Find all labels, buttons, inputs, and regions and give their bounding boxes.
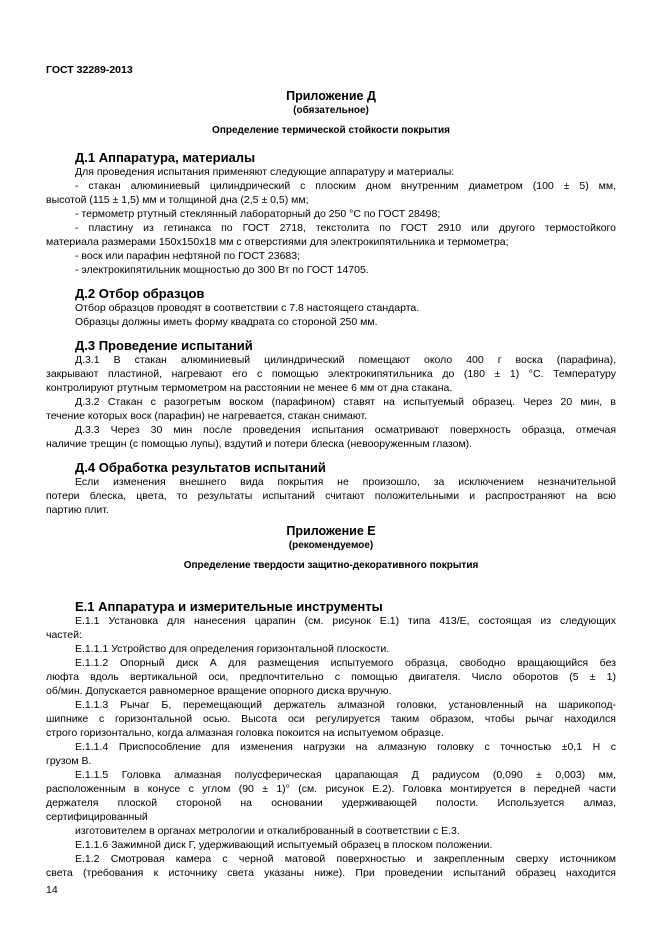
appendix-e-title: Приложение Е [286, 524, 376, 538]
text-line: наличие трещин (с помощью лупы), вздутий и потери блеска (невооруженным глазом). [46, 438, 473, 450]
text-line: изготовителем в органах метрологии и откалиброванный в соответствии с Е.3. [75, 825, 460, 837]
text-line: - пластину из гетинакса по ГОСТ 2718, текстолита по ГОСТ 2910 или другого термостойкого [75, 222, 616, 234]
text-line: Е.1.1.5 Головка алмазная полусферическая царапающая Д радиусом (0,090 ± 0,003) мм, [75, 769, 616, 781]
text-line: Отбор образцов проводят в соответствии с 7.8 настоящего стандарта. [75, 302, 420, 314]
section-d3-heading: Д.3 Проведение испытаний [75, 338, 253, 353]
appendix-e-subject: Определение твердости защитно-декоративного покрытия [183, 560, 479, 571]
appendix-d-subject: Определение термической стойкости покрытия [212, 125, 450, 136]
text-line: - стакан алюминиевый цилиндрический с плоским дном внутренним диаметром (100 ± 5) мм, [75, 180, 616, 192]
text-line: частей: [46, 629, 82, 641]
text-line: Е.1.1.4 Приспособление для изменения нагрузки на алмазную головку с точностью ±0,1 Н с [75, 741, 616, 753]
text-line: Д.3.3 Через 30 мин после проведения испытания осматривают поверхность образца, отмечая [75, 424, 616, 436]
text-line: закрывают пластиной, нагревают его с помощью электрокипятильника до (180 ± 1) °С. Температуру [46, 368, 616, 380]
text-line: Е.1.1.2 Опорный диск А для размещения испытуемого образца, свободно вращающийся без [75, 657, 616, 669]
section-d4-heading: Д.4 Обработка результатов испытаний [75, 460, 326, 475]
text-line: Е.1.1.3 Рычаг Б, перемещающий держатель алмазной головки, установленный на шарикопод- [75, 699, 616, 711]
text-line: - термометр ртутный стеклянный лабораторный до 250 °С по ГОСТ 28498; [75, 208, 441, 220]
text-line: держателя плоской стороной на основании удерживающей полости. Используется алмаз, [46, 797, 616, 809]
text-line: Для проведения испытания применяют следующие аппаратуру и материалы: [75, 166, 455, 178]
section-d1-heading: Д.1 Аппаратура, материалы [75, 150, 256, 165]
text-line: Е.1.1.6 Зажимной диск Г, удерживающий испытуемый образец в плоском положении. [75, 839, 493, 851]
section-d2-heading: Д.2 Отбор образцов [75, 286, 205, 301]
page-number: 14 [46, 884, 58, 896]
text-line: строго горизонтально, когда алмазная головка покоится на испытуемом образце. [46, 727, 444, 739]
text-line: Образцы должны иметь форму квадрата со стороной 250 мм. [75, 316, 378, 328]
text-line: сертифицированный [46, 811, 148, 823]
appendix-d-title: Приложение Д [286, 89, 376, 103]
text-line: Д.3.2 Стакан с разогретым воском (парафином) ставят на испытуемый образец. Через 20 мин, в [75, 396, 616, 408]
text-line: Если изменения внешнего вида покрытия не произошло, за исключением незначительной [75, 476, 616, 488]
text-line: Е.1.1.1 Устройство для определения горизонтальной плоскости. [75, 643, 390, 655]
document-header: ГОСТ 32289-2013 [46, 64, 133, 76]
text-line: грузом В. [46, 755, 92, 767]
text-line: расположенным в конусе с углом (90 ± 1)° (см. рисунок Е.2). Головка монтируется в передней части [46, 783, 616, 795]
text-line: Д.3.1 В стакан алюминиевый цилиндрический помещают около 400 г воска (парафина), [75, 354, 616, 366]
text-line: - воск или парафин нефтяной по ГОСТ 23683; [75, 250, 301, 262]
appendix-d-status: (обязательное) [293, 105, 369, 116]
text-line: партию плит. [46, 504, 109, 516]
text-line: Е.1.1 Установка для нанесения царапин (см. рисунок Е.1) типа 413/Е, состоящая из следующих [75, 615, 616, 627]
text-line: контролируют ртутным термометром на расстоянии не менее 6 мм от дна стакана. [46, 382, 453, 394]
text-line: Е.1.2 Смотровая камера с черной матовой поверхностью и закрепленным сверху источником [75, 853, 616, 865]
text-line: материала размерами 150х150х18 мм с отверстиями для электрокипятильника и термометра; [46, 236, 509, 248]
section-e1-heading: Е.1 Аппаратура и измерительные инструменты [75, 599, 383, 614]
text-line: течение которых воск (парафин) не нагревается, стакан снимают. [46, 410, 368, 422]
text-line: люфта вдоль вертикальной оси, предпочтительно с помощью двигателя. Число оборотов (5 ± 1) [46, 671, 616, 683]
text-line: - электрокипятильник мощностью до 300 Вт по ГОСТ 14705. [75, 264, 369, 276]
appendix-e-status: (рекомендуемое) [288, 540, 374, 551]
text-line: потери блеска, цвета, то результаты испытаний считают положительными и распространяют на всю [46, 490, 616, 502]
text-line: света (требования к источнику света указаны ниже). При проведении испытаний образец находится [46, 867, 616, 879]
text-line: высотой (115 ± 1,5) мм и толщиной дна (2,5 ± 0,5) мм; [46, 194, 309, 206]
text-line: шипнике с горизонтальной осью. Высота оси регулируется таким образом, чтобы рычаг находился [46, 713, 616, 725]
text-line: об/мин. Допускается равномерное вращение опорного диска вручную. [46, 685, 392, 697]
